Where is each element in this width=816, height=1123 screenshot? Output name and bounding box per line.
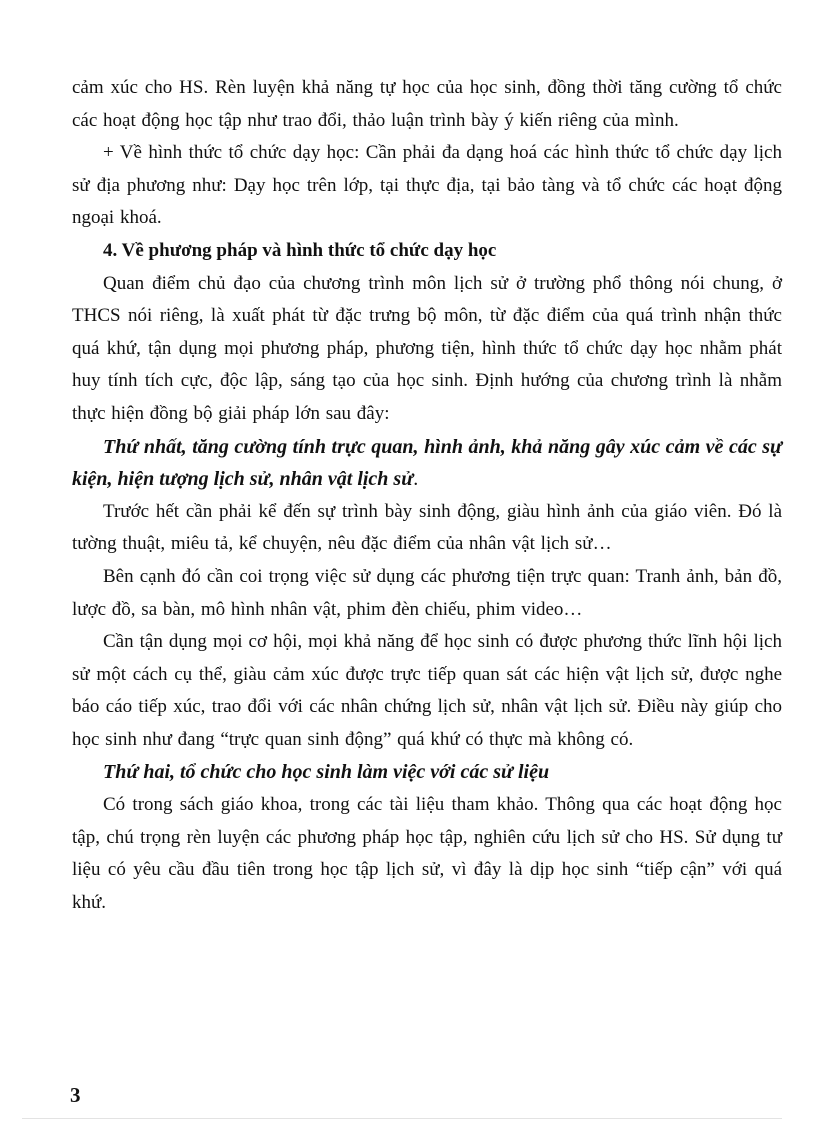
paragraph-visual-aids: Bên cạnh đó cần coi trọng việc sử dụng các phương tiện trực quan: Tranh ảnh, bản đồ, lược đồ, sa bàn, mô hình nhân vật, phim đèn chiếu, phim video… <box>72 565 782 620</box>
paragraph-presentation: Trước hết cần phải kể đến sự trình bày sinh động, giàu hình ảnh của giáo viên. Đó là tường thuật, miêu tả, kể chuyện, nêu đặc điểm của nhân vật lịch sử… <box>72 500 782 555</box>
emphasis-second-point: Thứ hai, tổ chức cho học sinh làm việc với các sử liệu <box>103 761 550 784</box>
page-number: 3 <box>70 1083 81 1107</box>
paragraph-opportunities: Cần tận dụng mọi cơ hội, mọi khả năng để học sinh có được phương thức lĩnh hội lịch sử một cách cụ thể, giàu cảm xúc được trực tiếp quan sát các hiện vật lịch sử, được nghe báo cáo tiếp xúc, trao đổi với các nhân chứng lịch sử, nhân vật lịch sử. Điều này giúp cho học sinh như đang “trực quan sinh động” quá khứ có thực mà không có. <box>72 631 782 750</box>
paragraph-main-viewpoint: Quan điểm chủ đạo của chương trình môn lịch sử ở trường phổ thông nói chung, ở THCS nói riêng, là xuất phát từ đặc trưng bộ môn, từ đặc điểm của quá trình nhận thức quá khứ, tận dụng mọi phương pháp, phương tiện, hình thức tổ chức dạy học nhằm phát huy tính tích cực, độc lập, sáng tạo của học sinh. Định hướng của chương trình là nhằm thực hiện đồng bộ giải pháp lớn sau đây: <box>72 272 782 424</box>
paragraph-1: cảm xúc cho HS. Rèn luyện khả năng tự học của học sinh, đồng thời tăng cường tổ chức các hoạt động học tập như trao đổi, thảo luận trình bày ý kiến riêng của mình. <box>72 77 782 131</box>
emphasis-first-point <box>72 431 782 496</box>
emphasis-first-tail: . <box>413 468 419 491</box>
emphasis-first-text: Thứ nhất, tăng cường tính trực quan, hình ảnh, khả năng gây xúc cảm về các sự kiện, hiện tượng lịch sử, nhân vật lịch sử <box>72 435 782 491</box>
paragraph-teaching-forms: + Về hình thức tổ chức dạy học: Cần phải đa dạng hoá các hình thức tổ chức dạy lịch sử địa phương như: Dạy học trên lớp, tại thực địa, tại bảo tàng và tổ chức các hoạt động ngoại khoá. <box>72 142 782 229</box>
section-heading-4: 4. Về phương pháp và hình thức tổ chức dạy học <box>103 239 497 261</box>
paragraph-sources: Có trong sách giáo khoa, trong các tài liệu tham khảo. Thông qua các hoạt động học tập, chú trọng rèn luyện các phương pháp học tập, nghiên cứu lịch sử cho HS. Sử dụng tư liệu có yêu cầu đầu tiên trong học tập lịch sử, vì đây là dịp học sinh “tiếp cận” với quá khứ. <box>72 794 782 913</box>
bottom-divider <box>22 1118 782 1119</box>
document-body <box>72 72 782 919</box>
